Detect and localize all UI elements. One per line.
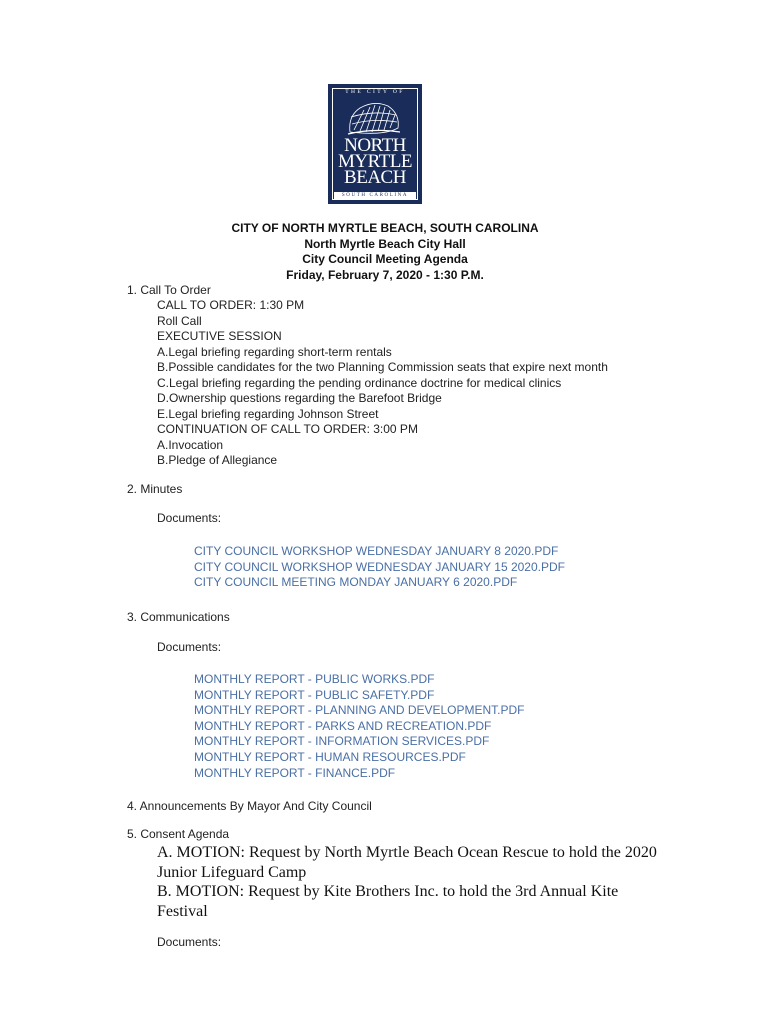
logo-top-text: THE CITY OF <box>345 89 405 95</box>
logo-word-north: NORTH <box>344 135 406 156</box>
logo-bottom-text: SOUTH CAROLINA <box>334 192 416 199</box>
document-link[interactable]: MONTHLY REPORT - FINANCE.PDF <box>194 765 396 780</box>
logo-word-myrtle: MYRTLE <box>338 151 412 172</box>
list-item: EXECUTIVE SESSION <box>157 329 282 343</box>
list-item: B.Pledge of Allegiance <box>157 453 278 467</box>
section-label: 3. Communications <box>127 610 230 624</box>
document-link[interactable]: MONTHLY REPORT - PLANNING AND DEVELOPMENT.PDF <box>194 703 525 718</box>
document-link[interactable]: MONTHLY REPORT - PUBLIC SAFETY.PDF <box>194 687 435 702</box>
section-label: 1. Call To Order <box>127 283 211 297</box>
section-label: 4. Announcements By Mayor And City Council <box>127 799 372 813</box>
city-logo <box>328 84 422 204</box>
list-item: Roll Call <box>157 313 202 328</box>
documents-label: Documents: <box>157 640 222 654</box>
document-link[interactable]: CITY COUNCIL WORKSHOP WEDNESDAY JANUARY 8 2020.PDF <box>194 544 559 558</box>
list-item: C.Legal briefing regarding the pending ordinance doctrine for medical clinics <box>157 375 562 390</box>
document-link[interactable]: MONTHLY REPORT - PUBLIC WORKS.PDF <box>194 672 435 686</box>
section-label: 2. Minutes <box>127 482 183 496</box>
minutes-documents <box>194 544 565 591</box>
document-link[interactable]: CITY COUNCIL WORKSHOP WEDNESDAY JANUARY 15 2020.PDF <box>194 559 565 574</box>
consent-motions <box>157 843 657 921</box>
list-item: B.Possible candidates for the two Planning Commission seats that expire next month <box>157 360 608 374</box>
header-date: Friday, February 7, 2020 - 1:30 P.M. <box>286 267 484 282</box>
motion-b: B. MOTION: Request by Kite Brothers Inc. to hold the 3rd Annual Kite Festival <box>157 883 619 920</box>
call-to-order-items <box>157 298 608 469</box>
header-agenda: City Council Meeting Agenda <box>302 252 468 267</box>
logo-word-beach: BEACH <box>344 167 406 188</box>
header-city: CITY OF NORTH MYRTLE BEACH, SOUTH CAROLINA <box>231 221 539 235</box>
agenda-header <box>0 221 770 283</box>
header-hall: North Myrtle Beach City Hall <box>304 236 466 251</box>
list-item: A.Legal briefing regarding short-term rentals <box>157 344 392 359</box>
list-item: CALL TO ORDER: 1:30 PM <box>157 298 305 312</box>
documents-label: Documents: <box>157 511 222 525</box>
document-link[interactable]: MONTHLY REPORT - INFORMATION SERVICES.PDF <box>194 734 490 749</box>
document-link[interactable]: CITY COUNCIL MEETING MONDAY JANUARY 6 2020.PDF <box>194 575 518 590</box>
list-item: CONTINUATION OF CALL TO ORDER: 3:00 PM <box>157 422 418 436</box>
shell-icon <box>344 98 404 138</box>
document-link[interactable]: MONTHLY REPORT - HUMAN RESOURCES.PDF <box>194 749 466 764</box>
section-label: 5. Consent Agenda <box>127 827 230 841</box>
communications-documents <box>194 672 525 781</box>
motion-a: A. MOTION: Request by North Myrtle Beach Ocean Rescue to hold the 2020 Junior Lifeguard Camp <box>157 844 657 881</box>
documents-label: Documents: <box>157 935 222 949</box>
list-item: E.Legal briefing regarding Johnson Street <box>157 406 379 421</box>
list-item: A.Invocation <box>157 437 224 452</box>
list-item: D.Ownership questions regarding the Barefoot Bridge <box>157 391 442 405</box>
document-link[interactable]: MONTHLY REPORT - PARKS AND RECREATION.PDF <box>194 718 492 733</box>
